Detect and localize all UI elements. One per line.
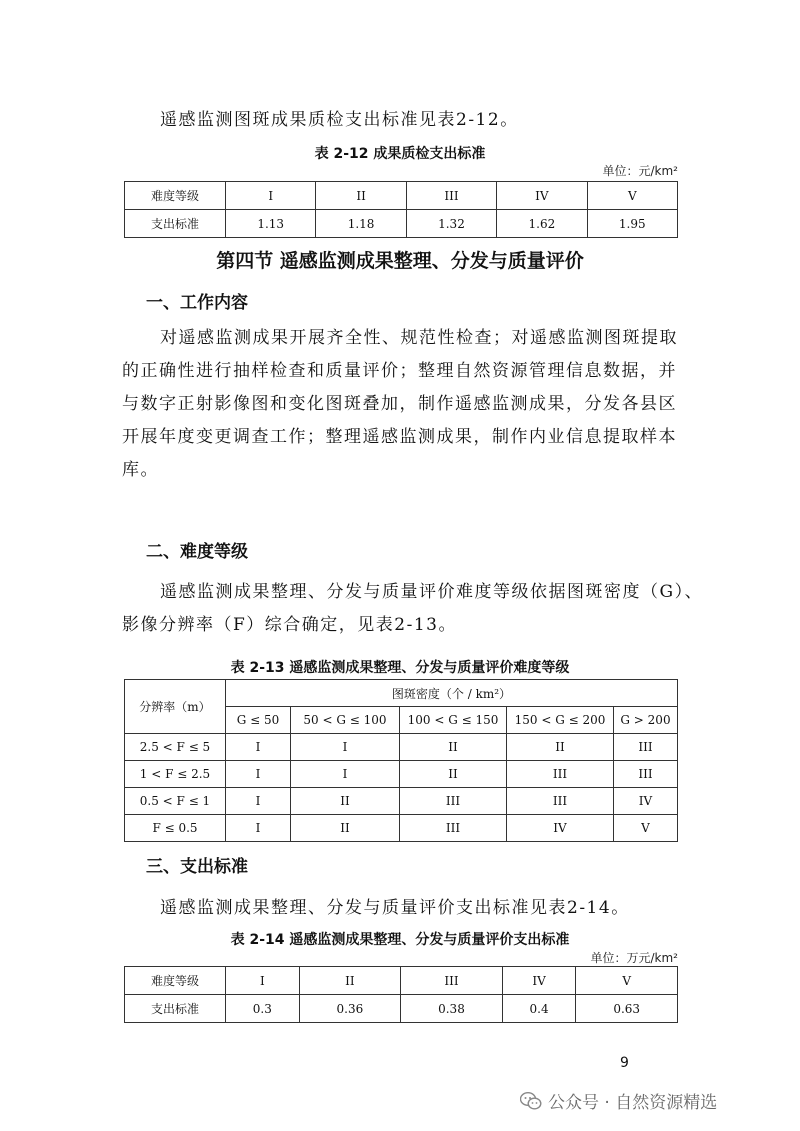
table-cell: 1.32 xyxy=(406,210,496,238)
intro-paragraph-table-12: 遥感监测图斑成果质检支出标准见表2-12。 xyxy=(160,110,519,130)
table-group-header: 图斑密度（个 / km²） xyxy=(226,680,678,707)
table-cell: 0.36 xyxy=(299,995,401,1023)
table-12-unit: 单位：元/km² xyxy=(602,164,678,178)
table-cell: II xyxy=(316,182,406,210)
table-cell: IV xyxy=(614,788,678,815)
table-cell: 0.3 xyxy=(226,995,300,1023)
table-row xyxy=(125,182,678,210)
section-title: 第四节 遥感监测成果整理、分发与质量评价 xyxy=(216,250,584,272)
table-cell: II xyxy=(507,734,614,761)
table-row xyxy=(125,761,678,788)
table-cell: F ≤ 0.5 xyxy=(125,815,226,842)
table-row xyxy=(125,995,678,1023)
table-cell: I xyxy=(226,182,316,210)
table-cell: 0.4 xyxy=(502,995,576,1023)
table-cell: III xyxy=(400,788,507,815)
table-row xyxy=(125,788,678,815)
table-cell: 1.13 xyxy=(226,210,316,238)
paragraph-line: 影像分辨率（F）综合确定，见表2-13。 xyxy=(122,615,457,635)
table-cell: V xyxy=(587,182,677,210)
table-cell: III xyxy=(406,182,496,210)
table-cell: III xyxy=(507,788,614,815)
table-cell: 2.5 < F ≤ 5 xyxy=(125,734,226,761)
table-cell: I xyxy=(226,788,291,815)
watermark-text: 公众号 · 自然资源精选 xyxy=(548,1093,718,1113)
table-cell: 1.95 xyxy=(587,210,677,238)
table-cell: 0.63 xyxy=(576,995,678,1023)
table-column-header: 50 < G ≤ 100 xyxy=(291,707,400,734)
table-row xyxy=(125,210,678,238)
table-14-caption: 表 2-14 遥感监测成果整理、分发与质量评价支出标准 xyxy=(230,932,570,948)
table-cell: III xyxy=(614,761,678,788)
table-cell: V xyxy=(614,815,678,842)
table-cell: 0.38 xyxy=(401,995,503,1023)
table-cell: 难度等级 xyxy=(125,182,226,210)
table-cell: III xyxy=(400,815,507,842)
table-14-unit: 单位：万元/km² xyxy=(590,951,678,965)
table-cell: 1 < F ≤ 2.5 xyxy=(125,761,226,788)
table-column-header: G ≤ 50 xyxy=(226,707,291,734)
table-row xyxy=(125,734,678,761)
table-cell: I xyxy=(226,734,291,761)
table-cell: I xyxy=(291,734,400,761)
table-cell: IV xyxy=(507,815,614,842)
paragraph-line: 的正确性进行抽样检查和质量评价；整理自然资源管理信息数据，并 xyxy=(122,361,677,381)
table-cell: III xyxy=(614,734,678,761)
paragraph-line: 遥感监测成果整理、分发与质量评价难度等级依据图斑密度（G）、 xyxy=(160,582,704,602)
table-cell: II xyxy=(291,815,400,842)
table-cell: 1.18 xyxy=(316,210,406,238)
table-cell: I xyxy=(226,761,291,788)
table-cell: II xyxy=(400,761,507,788)
table-cell: 0.5 < F ≤ 1 xyxy=(125,788,226,815)
table-cell: II xyxy=(291,788,400,815)
paragraph-line: 开展年度变更调查工作；整理遥感监测成果，制作内业信息提取样本 xyxy=(122,427,677,447)
table-14 xyxy=(124,966,678,1023)
table-column-header: G > 200 xyxy=(614,707,678,734)
work-content-paragraph xyxy=(122,322,687,487)
table-cell: 1.62 xyxy=(497,210,587,238)
table-cell: IV xyxy=(502,967,576,995)
wechat-icon xyxy=(520,1091,542,1111)
table-cell: 难度等级 xyxy=(125,967,226,995)
table-cell: II xyxy=(400,734,507,761)
table-row xyxy=(125,815,678,842)
paragraph-line: 与数字正射影像图和变化图斑叠加，制作遥感监测成果，分发各县区 xyxy=(122,394,677,414)
table-cell: IV xyxy=(497,182,587,210)
table-cell: II xyxy=(299,967,401,995)
table-row xyxy=(125,967,678,995)
table-cell: III xyxy=(507,761,614,788)
table-cell: V xyxy=(576,967,678,995)
table-column-header: 100 < G ≤ 150 xyxy=(400,707,507,734)
heading-work-content: 一、工作内容 xyxy=(146,293,248,313)
page-number: 9 xyxy=(620,1055,629,1071)
table-cell: I xyxy=(291,761,400,788)
table-cell: III xyxy=(401,967,503,995)
table-row-header: 分辨率（m） xyxy=(125,680,226,734)
paragraph-line: 对遥感监测成果开展齐全性、规范性检查；对遥感监测图斑提取 xyxy=(160,328,678,348)
table-13-caption: 表 2-13 遥感监测成果整理、分发与质量评价难度等级 xyxy=(230,660,570,676)
table-cell: I xyxy=(226,967,300,995)
table-12 xyxy=(124,181,678,238)
table-cell: I xyxy=(226,815,291,842)
table-column-header: 150 < G ≤ 200 xyxy=(507,707,614,734)
table-12-caption: 表 2-12 成果质检支出标准 xyxy=(314,146,486,162)
watermark xyxy=(520,1088,717,1113)
intro-paragraph-table-14: 遥感监测成果整理、分发与质量评价支出标准见表2-14。 xyxy=(160,898,630,918)
difficulty-paragraph xyxy=(122,576,704,642)
table-13 xyxy=(124,679,678,842)
table-cell: 支出标准 xyxy=(125,995,226,1023)
heading-difficulty: 二、难度等级 xyxy=(146,542,248,562)
paragraph-line: 库。 xyxy=(122,460,159,480)
table-cell: 支出标准 xyxy=(125,210,226,238)
table-row xyxy=(125,680,678,707)
heading-expenditure: 三、支出标准 xyxy=(146,857,248,877)
